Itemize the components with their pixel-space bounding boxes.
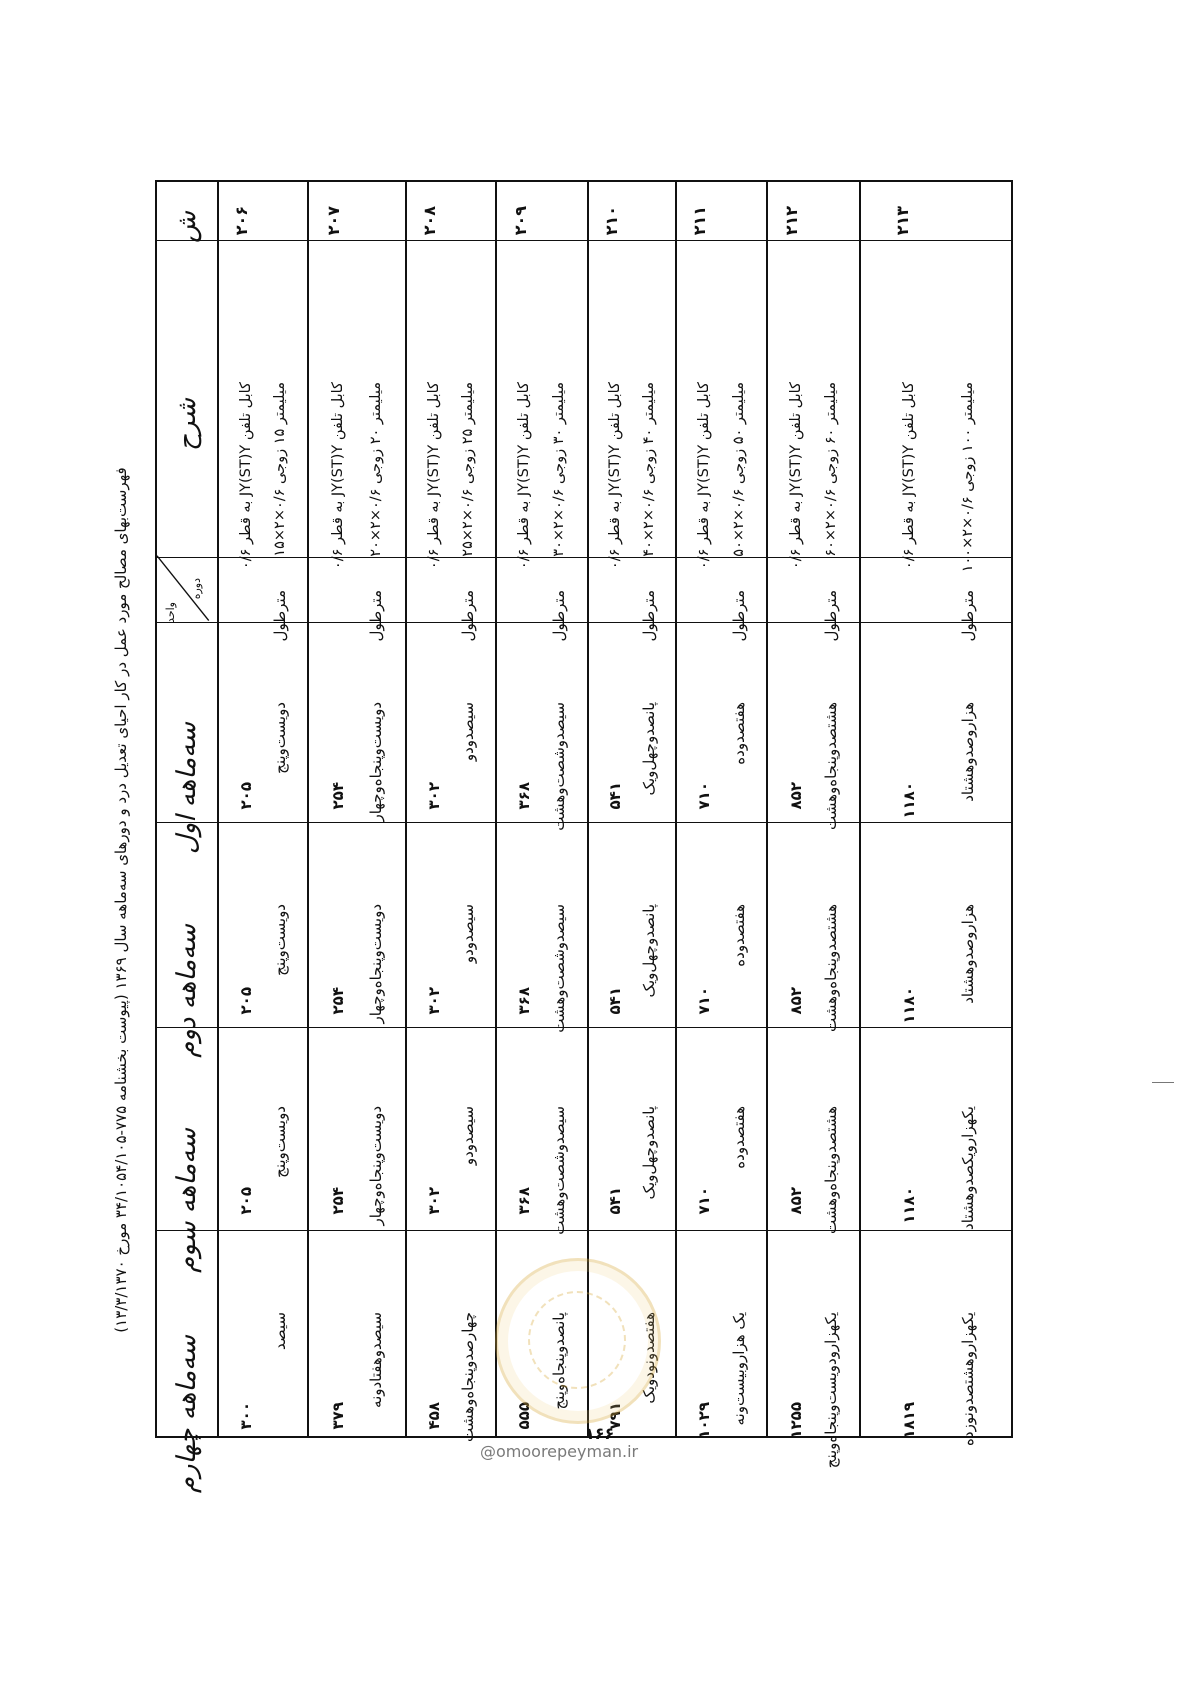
item-column [405,182,495,1436]
band-separator [157,557,1011,558]
item-column [766,182,859,1436]
item-column [217,182,307,1436]
item-column [495,182,587,1436]
item-column [307,182,405,1436]
scan-edge-mark [1152,1082,1174,1083]
band-separator [157,822,1011,823]
item-column [675,182,766,1436]
watermark-seal [495,1258,661,1424]
band-separator [157,240,1011,241]
document-title-wrap [112,360,138,1440]
watermark-url: @omoorepeyman.ir [480,1442,639,1461]
price-table: ش شرح واحد دوره سه‌ماهه اول سه‌ماهه دوم سه‌ماهه سوم سه‌ماهه چهارم ۲۰۶ کابل تلفن JY(ST)Y به قطر ۰/۶ میلیمتر ۱۵ زوجی ۰/۶×۲×۱۵ مترطول ۲۰۵ دویست‌وپنج ۲۰۵ دویست‌وپنج ۲۰۵ دویست‌وپنج ۳۰۰ سیصد ۲۰۷ کابل تلفن JY(ST)Y به قطر ۰/۶ میلیمتر ۲۰ زوجی ۰/۶×۲×۲۰ مترطول ۲۵۴ دویست‌وپنجاه‌وچهار ۲۵۴ دویست‌وپنجاه‌وچهار ۲۵۴ دویست‌وپنجاه‌وچهار ۳۷۹ سیصدوهفتادونه ۲۰۸ کابل تلفن JY(ST)Y به قطر ۰/۶ میلیمتر ۲۵ زوجی ۰/۶×۲×۲۵ مترطول ۳۰۲ سیصدودو ۳۰۲ سیصدودو ۳۰۲ سیصدودو ۴۵۸ چهارصدوپنجاه‌وهشت ۲۰۹ کابل تلفن JY(ST)Y به قطر ۰/۶ میلیمتر ۳۰ زوجی ۰/۶×۲×۳۰ مترطول ۳۶۸ سیصدوشصت‌وهشت ۳۶۸ سیصدوشصت‌وهشت ۳۶۸ سیصدوشصت‌وهشت ۵۵۵ پانصدوپنجاه‌وپنج ۲۱۰ کابل تلفن JY(ST)Y به قطر ۰/۶ میلیمتر ۴۰ زوجی ۰/۶×۲×۴۰ مترطول ۵۴۱ پانصدوچهل‌ویک ۵۴۱ پانصدوچهل‌ویک ۵۴۱ پانصدوچهل‌ویک ۷۹۱ هفتصدونودویک ۲۱۱ کابل تلفن JY(ST)Y به قطر ۰/۶ میلیمتر ۵۰ زوجی ۰/۶×۲×۵۰ مترطول ۷۱۰ هفتصدوده ۷۱۰ هفتصدوده ۷۱۰ هفتصدوده ۱۰۲۹ یک هزاروبیست‌ونه ۲۱۲ کابل تلفن JY(ST)Y به قطر ۰/۶ میلیمتر ۶۰ زوجی ۰/۶×۲×۶۰ مترطول ۸۵۲ هشتصدوپنجاه‌وهشت ۸۵۲ هشتصدوپنجاه‌وهشت ۸۵۲ هشتصدوپنجاه‌وهشت ۱۲۵۵ یکهزارودویست‌وپنجاه‌وپنج ۲۱۳ کابل تلفن JY(ST)Y به قطر ۰/۶ میلیمتر ۱۰۰ زوجی ۰/۶×۲×۱۰۰ مترطول ۱۱۸۰ هزاروصدوهشتاد ۱۱۸۰ هزاروصدوهشتاد ۱۱۸۰ یکهزارویکصدوهشتاد ۱۸۱۹ یکهزاروهشتصدونوزده [155,180,1013,1438]
band-separator [157,1230,1011,1231]
item-column [587,182,675,1436]
band-separator [157,1027,1011,1028]
document-title: فهرست‌بهای مصالح مورد عمل در کار احیای تعدیل درد و دورهای سه‌ماهه سال ۱۳۶۹ (پیوست بخشنامه ۷۷۵-۳۴/۱۰۵۴/۱۰۵ مورخ ۱۳/۳/۱۳۷۰) [112,467,130,1333]
page-number: ۱۶۶ [585,1424,615,1443]
item-column [859,182,1015,1436]
